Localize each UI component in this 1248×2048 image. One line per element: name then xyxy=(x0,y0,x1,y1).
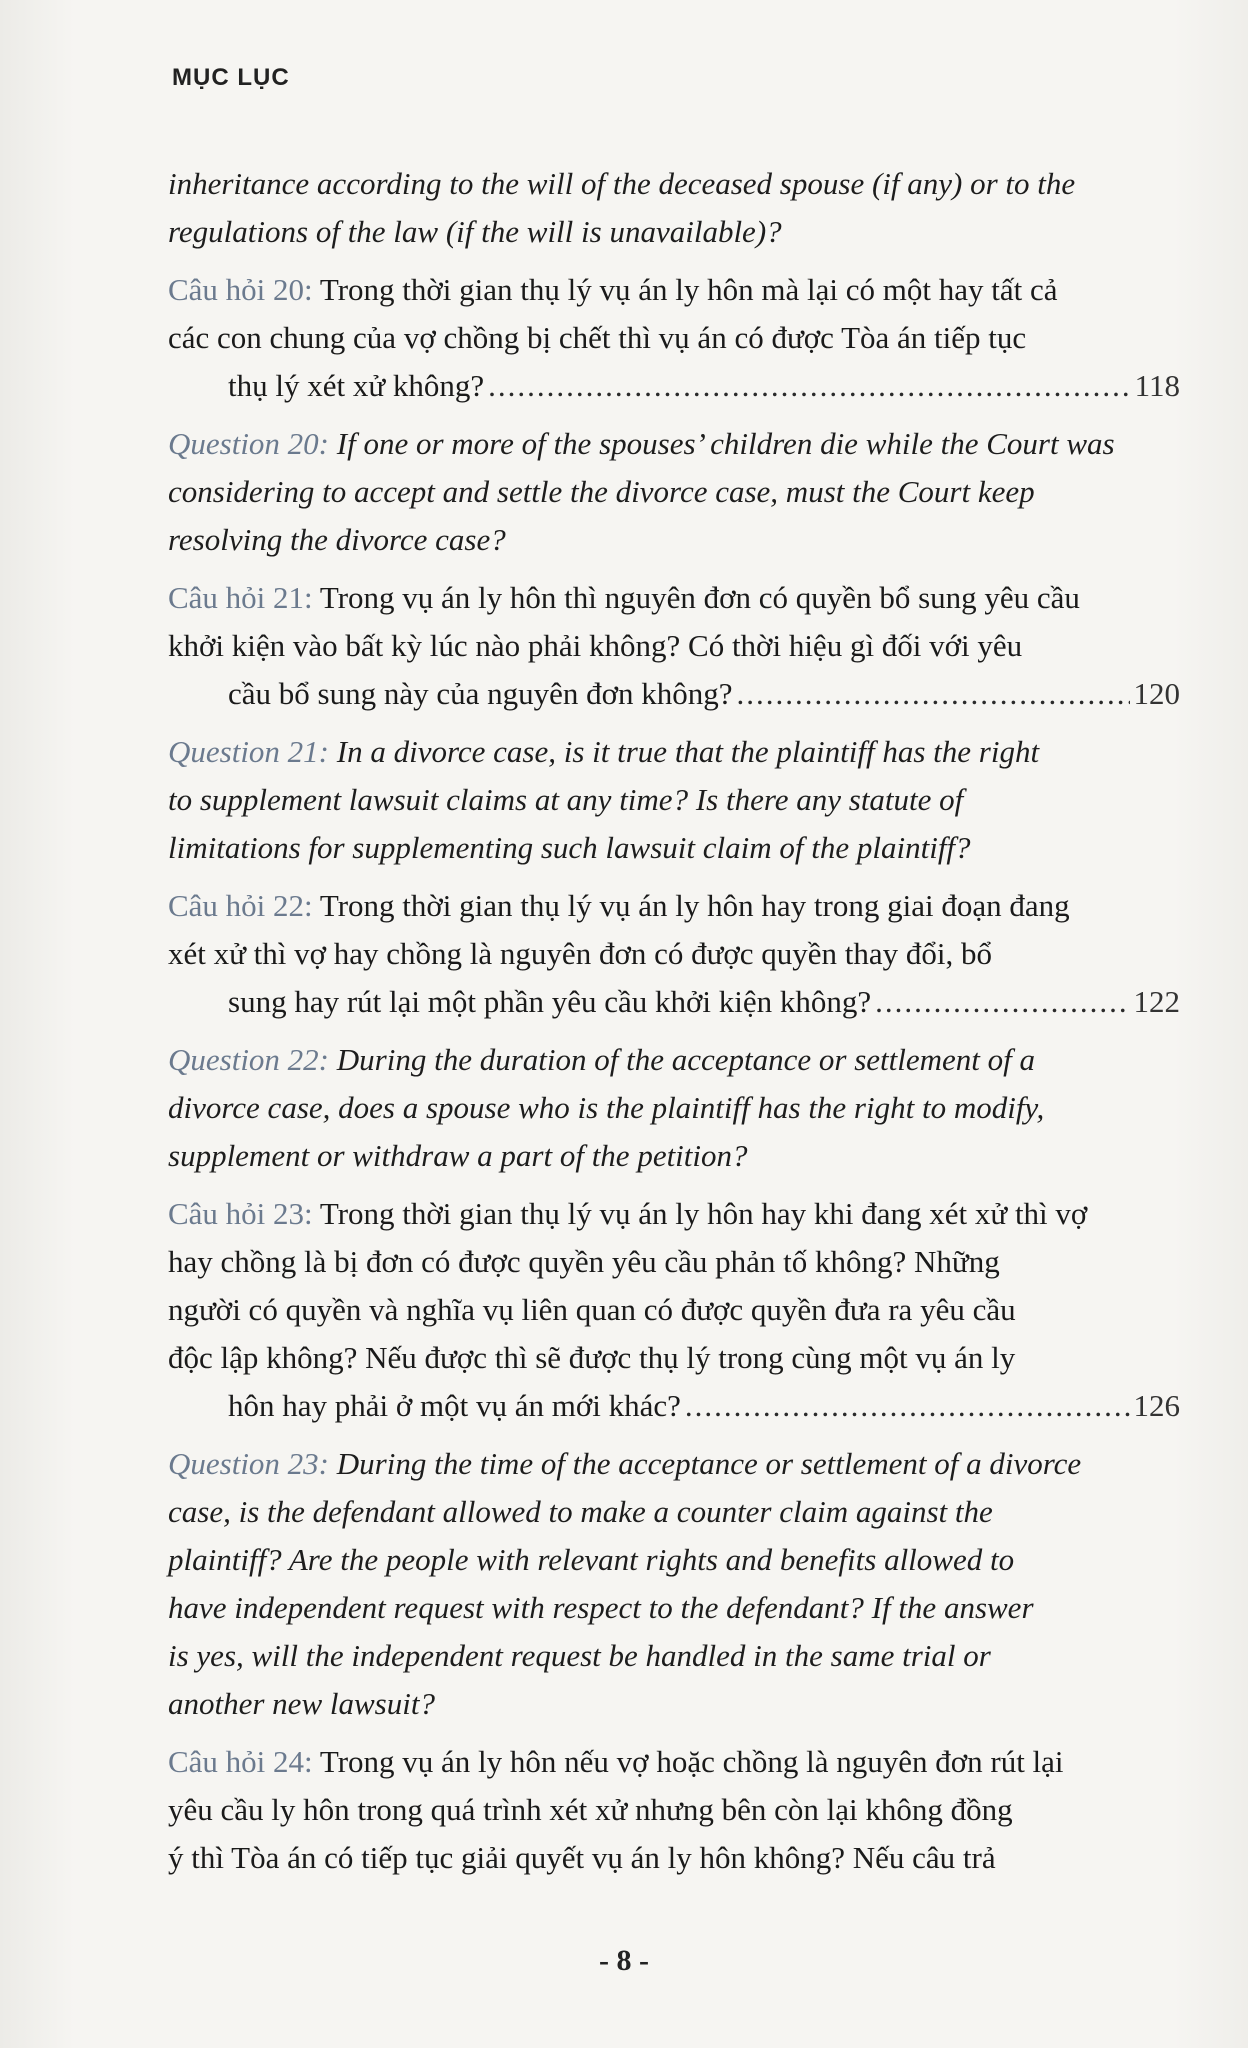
toc-line xyxy=(168,1680,1180,1728)
question-text: độc lập không? Nếu được thì sẽ được thụ lý trong cùng một vụ án ly xyxy=(168,1340,1016,1375)
toc-line xyxy=(168,420,1180,468)
question-text: Trong vụ án ly hôn nếu vợ hoặc chồng là nguyên đơn rút lại xyxy=(319,1744,1064,1779)
toc-line xyxy=(168,1738,1180,1786)
toc-page-number: 118 xyxy=(1134,368,1180,403)
question-text: In a divorce case, is it true that the plaintiff has the right xyxy=(336,734,1040,769)
question-text: If one or more of the spouses’ children die while the Court was xyxy=(336,426,1115,461)
question-label: Câu hỏi 24: xyxy=(168,1744,313,1779)
toc-line xyxy=(168,1334,1180,1382)
question-text: Trong thời gian thụ lý vụ án ly hôn hay trong giai đoạn đang xyxy=(319,888,1070,923)
toc-entry-english xyxy=(168,420,1180,564)
page-number: - 8 - xyxy=(599,1944,649,1977)
question-text: ý thì Tòa án có tiếp tục giải quyết vụ án ly hôn không? Nếu câu trả xyxy=(168,1840,996,1875)
question-text: case, is the defendant allowed to make a counter claim against the xyxy=(168,1494,993,1529)
question-text: regulations of the law (if the will is unavailable)? xyxy=(168,214,782,249)
dot-leader xyxy=(685,1382,1130,1430)
toc-entry-vietnamese xyxy=(168,1190,1180,1430)
question-text: các con chung của vợ chồng bị chết thì vụ án có được Tòa án tiếp tục xyxy=(168,320,1027,355)
toc-line xyxy=(168,1238,1180,1286)
question-label: Question 22: xyxy=(168,1042,330,1077)
toc-line xyxy=(168,1488,1180,1536)
toc-entry-english xyxy=(168,160,1180,256)
question-text: khởi kiện vào bất kỳ lúc nào phải không? Có thời hiệu gì đối với yêu xyxy=(168,628,1023,663)
dot-leader xyxy=(737,670,1130,718)
toc-line xyxy=(168,1536,1180,1584)
question-text: divorce case, does a spouse who is the plaintiff has the right to modify, xyxy=(168,1090,1045,1125)
question-text: cầu bổ sung này của nguyên đơn không? xyxy=(228,676,733,711)
question-label: Câu hỏi 23: xyxy=(168,1196,313,1231)
toc-line xyxy=(228,670,1180,718)
toc-line xyxy=(168,208,1180,256)
question-text: limitations for supplementing such lawsuit claim of the plaintiff? xyxy=(168,830,971,865)
question-text: another new lawsuit? xyxy=(168,1686,435,1721)
question-label: Câu hỏi 22: xyxy=(168,888,313,923)
question-text: is yes, will the independent request be handled in the same trial or xyxy=(168,1638,991,1673)
question-text: plaintiff? Are the people with relevant rights and benefits allowed to xyxy=(168,1542,1015,1577)
toc-line xyxy=(228,978,1180,1026)
toc-line xyxy=(168,1584,1180,1632)
toc-line xyxy=(168,574,1180,622)
question-text: During the duration of the acceptance or settlement of a xyxy=(336,1042,1035,1077)
toc-line xyxy=(168,1036,1180,1084)
question-text: supplement or withdraw a part of the petition? xyxy=(168,1138,748,1173)
toc-line xyxy=(168,314,1180,362)
toc-entry-english xyxy=(168,1036,1180,1180)
toc-page-number: 122 xyxy=(1133,984,1180,1019)
toc-entry-vietnamese xyxy=(168,574,1180,718)
toc-line xyxy=(228,1382,1180,1430)
question-text: Trong thời gian thụ lý vụ án ly hôn mà lại có một hay tất cả xyxy=(319,272,1058,307)
toc-line xyxy=(168,1440,1180,1488)
table-of-contents xyxy=(168,160,1180,1892)
question-text: hay chồng là bị đơn có được quyền yêu cầu phản tố không? Những xyxy=(168,1244,1000,1279)
toc-page-number: 126 xyxy=(1133,1388,1180,1423)
question-text: considering to accept and settle the divorce case, must the Court keep xyxy=(168,474,1035,509)
question-label: Question 23: xyxy=(168,1446,330,1481)
toc-line xyxy=(168,1084,1180,1132)
toc-line xyxy=(168,1190,1180,1238)
toc-entry-english xyxy=(168,1440,1180,1728)
question-text: yêu cầu ly hôn trong quá trình xét xử nhưng bên còn lại không đồng xyxy=(168,1792,1013,1827)
dot-leader xyxy=(488,362,1130,410)
dot-leader xyxy=(875,978,1129,1026)
question-text: inheritance according to the will of the deceased spouse (if any) or to the xyxy=(168,166,1076,201)
toc-line xyxy=(168,1834,1180,1882)
toc-line xyxy=(168,468,1180,516)
question-text: have independent request with respect to the defendant? If the answer xyxy=(168,1590,1034,1625)
toc-line xyxy=(168,622,1180,670)
question-text: resolving the divorce case? xyxy=(168,522,506,557)
question-label: Câu hỏi 20: xyxy=(168,272,313,307)
question-text: người có quyền và nghĩa vụ liên quan có được quyền đưa ra yêu cầu xyxy=(168,1292,1016,1327)
question-text: hôn hay phải ở một vụ án mới khác? xyxy=(228,1388,681,1423)
question-text: During the time of the acceptance or settlement of a divorce xyxy=(336,1446,1082,1481)
toc-entry-english xyxy=(168,728,1180,872)
toc-line xyxy=(168,824,1180,872)
page-header: MỤC LỤC xyxy=(172,64,290,91)
question-text: xét xử thì vợ hay chồng là nguyên đơn có được quyền thay đổi, bổ xyxy=(168,936,993,971)
toc-line xyxy=(168,1132,1180,1180)
toc-line xyxy=(168,1786,1180,1834)
toc-line xyxy=(168,728,1180,776)
question-label: Câu hỏi 21: xyxy=(168,580,313,615)
question-text: Trong vụ án ly hôn thì nguyên đơn có quyền bổ sung yêu cầu xyxy=(319,580,1080,615)
toc-line xyxy=(168,516,1180,564)
toc-entry-vietnamese xyxy=(168,266,1180,410)
question-text: to supplement lawsuit claims at any time? Is there any statute of xyxy=(168,782,964,817)
toc-page-number: 120 xyxy=(1133,676,1180,711)
question-text: sung hay rút lại một phần yêu cầu khởi kiện không? xyxy=(228,984,872,1019)
toc-entry-vietnamese xyxy=(168,882,1180,1026)
toc-line xyxy=(168,776,1180,824)
question-label: Question 21: xyxy=(168,734,330,769)
toc-line xyxy=(168,1632,1180,1680)
question-text: Trong thời gian thụ lý vụ án ly hôn hay khi đang xét xử thì vợ xyxy=(319,1196,1088,1231)
question-text: thụ lý xét xử không? xyxy=(228,368,485,403)
toc-line xyxy=(168,1286,1180,1334)
toc-line xyxy=(168,930,1180,978)
toc-line xyxy=(168,266,1180,314)
question-label: Question 20: xyxy=(168,426,330,461)
toc-line xyxy=(228,362,1180,410)
toc-line xyxy=(168,882,1180,930)
toc-entry-vietnamese xyxy=(168,1738,1180,1882)
toc-line xyxy=(168,160,1180,208)
